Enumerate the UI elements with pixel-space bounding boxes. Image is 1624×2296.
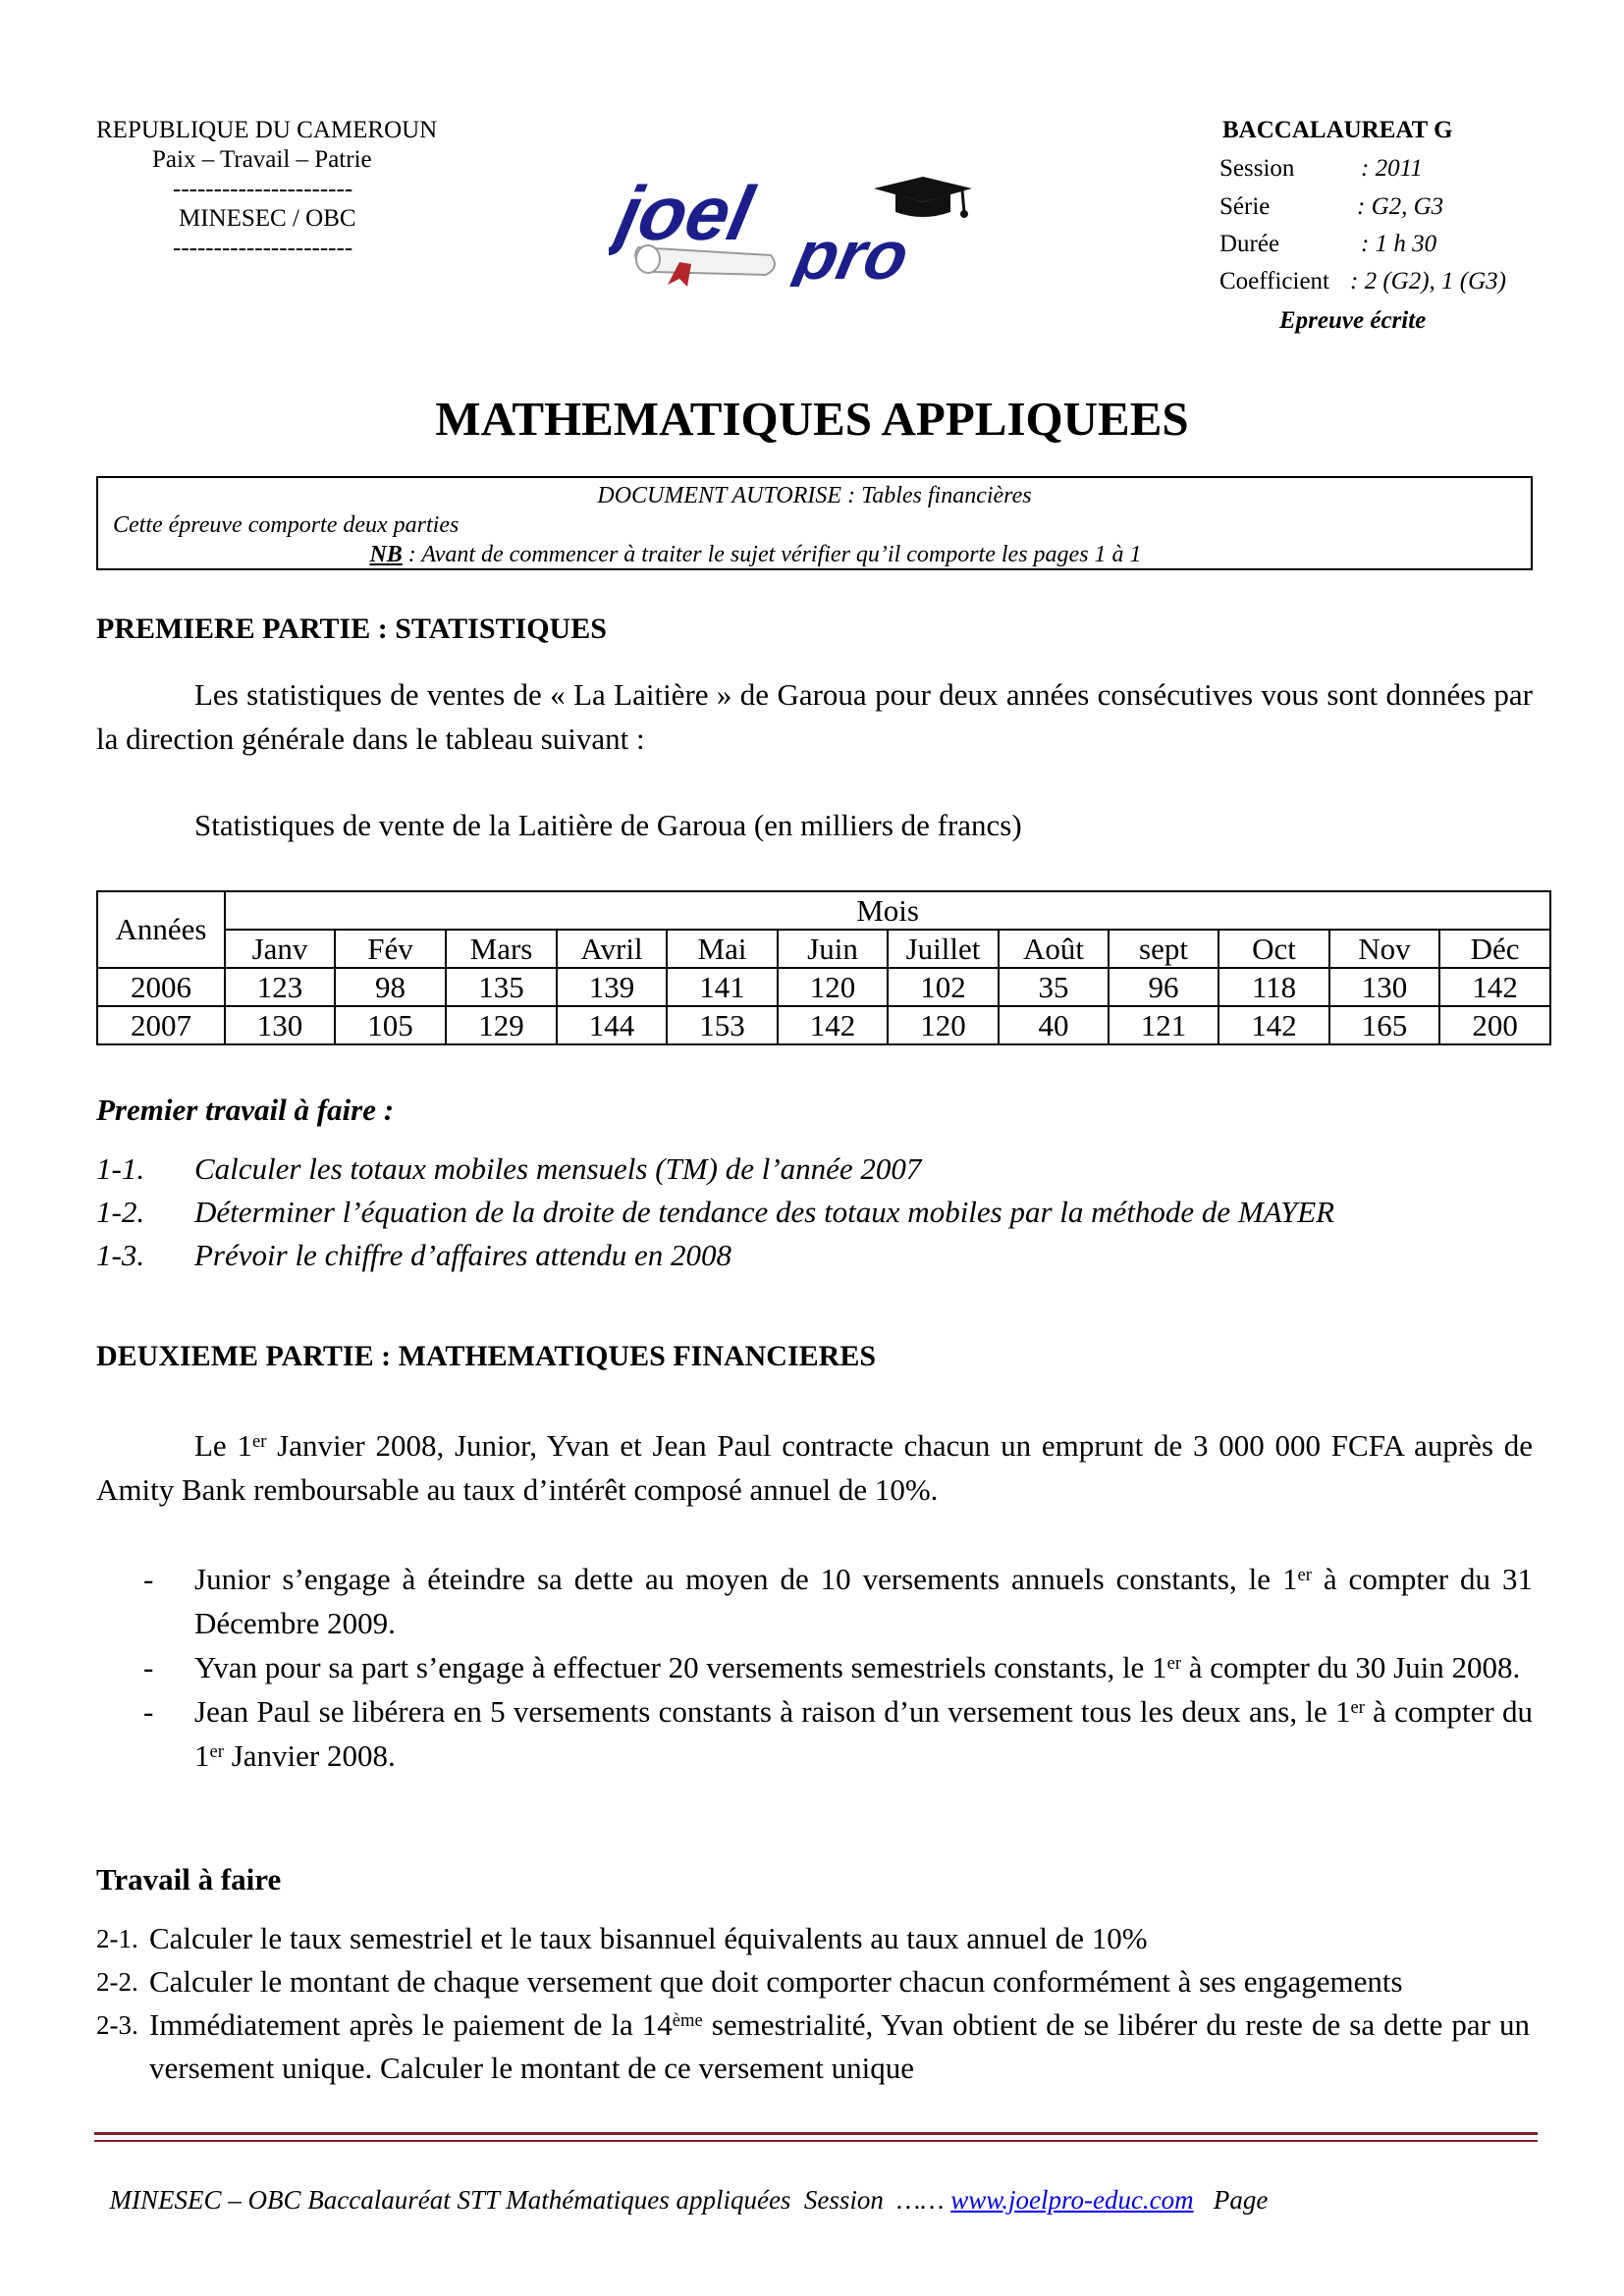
- value-cell: 130: [225, 1006, 335, 1044]
- month-cell: Mars: [446, 930, 557, 968]
- info-label: Session: [1219, 155, 1295, 182]
- bullet-text-part: à compter du 30 Juin 2008.: [1181, 1650, 1521, 1684]
- part1-intro-text: Les statistiques de ventes de « La Laitière » de Garoua pour deux années consécutives vous sont données par la direction générale dans le tableau suivant :: [96, 677, 1533, 756]
- footer-text: MINESEC – OBC Baccalauréat STT Mathématiques appliquées Session ……: [109, 2185, 951, 2215]
- bullet-text-part: Junior s’engage à éteindre sa dette au moyen de 10 versements annuels constants, le 1: [194, 1562, 1298, 1596]
- task-text-part: semestrialité, Yvan obtient de se libérer du reste de sa dette par un versement unique. Calculer le montant de ce versement unique: [149, 2007, 1531, 2085]
- task-item: [96, 1148, 1540, 1191]
- bullet-item: [96, 1689, 1533, 1778]
- info-label: Coefficient: [1219, 268, 1329, 294]
- value-cell: 40: [999, 1006, 1109, 1044]
- value-cell: 144: [557, 1006, 667, 1044]
- info-label: Durée: [1219, 231, 1280, 257]
- value-cell: 200: [1439, 1006, 1550, 1044]
- header-country: REPUBLIQUE DU CAMEROUN: [96, 117, 438, 143]
- value-cell: 121: [1109, 1006, 1218, 1044]
- value-cell: 129: [446, 1006, 557, 1044]
- part2-bullets: [96, 1557, 1533, 1778]
- part1-work-title: Premier travail à faire :: [96, 1093, 395, 1127]
- month-cell: Fév: [335, 930, 446, 968]
- month-cell: Janv: [225, 930, 335, 968]
- info-value: : 2011: [1361, 155, 1423, 182]
- info-row-serie: [1219, 192, 1506, 230]
- ordinal-suffix: ème: [672, 2009, 703, 2031]
- footer-rule: [94, 2132, 1538, 2142]
- bullet-text: [194, 1557, 1533, 1645]
- value-cell: 105: [335, 1006, 446, 1044]
- graduation-cap-diploma-logo-icon: [609, 169, 1001, 287]
- task-text-part: Calculer le taux semestriel et le taux bisannuel équivalents au taux annuel de 10%: [149, 1921, 1148, 1955]
- value-cell: 153: [667, 1006, 778, 1044]
- value-cell: 130: [1329, 968, 1439, 1006]
- month-cell: Août: [999, 930, 1109, 968]
- ordinal-suffix: er: [209, 1740, 224, 1762]
- month-cell: Juillet: [888, 930, 999, 968]
- header-ministry: MINESEC / OBC: [179, 205, 356, 232]
- bullet-dash: -: [143, 1650, 154, 1684]
- bullet-dash: -: [143, 1562, 154, 1596]
- task-item: [96, 1917, 1540, 1960]
- task-item: [96, 1234, 1540, 1277]
- part2-heading: DEUXIEME PARTIE : MATHEMATIQUES FINANCIERES: [96, 1340, 877, 1372]
- table-row-2007: [97, 1006, 1550, 1044]
- task-number: 2-3.: [96, 2010, 138, 2040]
- value-cell: 102: [888, 968, 999, 1006]
- value-cell: 142: [778, 1006, 888, 1044]
- value-cell: 96: [1109, 968, 1218, 1006]
- stats-table: [96, 890, 1551, 1045]
- info-value: : G2, G3: [1357, 193, 1444, 220]
- bullet-text-part: Jean Paul se libérera en 5 versements constants à raison d’un versement tous les deux ans, le 1: [194, 1694, 1351, 1729]
- task-item: [96, 1191, 1540, 1234]
- logo-text-top: joel: [610, 170, 760, 256]
- value-cell: 35: [999, 968, 1109, 1006]
- table-header-row: [97, 891, 1550, 930]
- task-number: 1-3.: [96, 1238, 145, 1272]
- page-title: MATHEMATIQUES APPLIQUEES: [435, 392, 1189, 446]
- info-row-coefficient: [1219, 267, 1506, 304]
- value-cell: 118: [1218, 968, 1329, 1006]
- info-value: : 2 (G2), 1 (G3): [1350, 268, 1506, 294]
- task-number: 2-1.: [96, 1924, 138, 1953]
- part2-intro: [96, 1423, 1533, 1512]
- header-motto: Paix – Travail – Patrie: [152, 146, 372, 173]
- stats-table-wrap: [96, 890, 1535, 1045]
- info-value: : 1 h 30: [1361, 231, 1437, 257]
- part1-intro: [96, 672, 1533, 761]
- month-names-row: [97, 930, 1550, 968]
- value-cell: 141: [667, 968, 778, 1006]
- notice-documents: DOCUMENT AUTORISE : Tables financières: [597, 483, 1032, 508]
- month-cell: Mai: [667, 930, 778, 968]
- part2-work-title: Travail à faire: [96, 1862, 282, 1896]
- notice-box: [96, 476, 1533, 570]
- header-divider: ----------------------: [173, 235, 353, 261]
- footer-website-link[interactable]: www.joelpro-educ.com: [950, 2185, 1194, 2215]
- bullet-text: [194, 1689, 1533, 1778]
- bullet-text-part: Yvan pour sa part s’engage à effectuer 20 versements semestriels constants, le 1: [194, 1650, 1167, 1684]
- footer: [96, 2155, 1268, 2216]
- task-text: [149, 2003, 1540, 2090]
- value-cell: 120: [778, 968, 888, 1006]
- header-divider: ----------------------: [173, 176, 353, 202]
- value-cell: 120: [888, 1006, 999, 1044]
- bullet-dash: -: [143, 1694, 154, 1729]
- ordinal-suffix: er: [1350, 1696, 1365, 1718]
- logo-text-bottom: pro: [788, 216, 916, 287]
- intro-text: Janvier 2008, Junior, Yvan et Jean Paul contracte chacun un emprunt de 3 000 000 FCFA auprès de Amity Bank remboursable au taux d’intérêt composé annuel de 10%.: [96, 1428, 1533, 1507]
- month-cell: Nov: [1329, 930, 1439, 968]
- bullet-text-part: Janvier 2008.: [223, 1738, 396, 1773]
- info-label: Série: [1219, 193, 1271, 220]
- footer-page-label: Page: [1213, 2185, 1269, 2215]
- task-item: [96, 1960, 1540, 2003]
- bullet-item: [96, 1557, 1533, 1645]
- month-cell: Avril: [557, 930, 667, 968]
- table-row-2006: [97, 968, 1550, 1006]
- task-text-part: Calculer le montant de chaque versement que doit comporter chacun conformément à ses engagements: [149, 1964, 1403, 1999]
- part1-heading: PREMIERE PARTIE : STATISTIQUES: [96, 613, 607, 645]
- header-exam-title: BACCALAUREAT G: [1222, 117, 1453, 143]
- footer-spacer: [1194, 2185, 1214, 2215]
- month-cell: sept: [1109, 930, 1218, 968]
- ordinal-suffix: er: [251, 1430, 267, 1452]
- header-left: [96, 116, 489, 263]
- task-text: [149, 1917, 1540, 1960]
- bullet-item: [96, 1645, 1533, 1689]
- part2-task-list: [96, 1917, 1540, 2090]
- months-header: Mois: [225, 891, 1550, 930]
- header-epreuve: Epreuve écrite: [1279, 307, 1427, 334]
- task-text: Calculer les totaux mobiles mensuels (TM) de l’année 2007: [194, 1151, 922, 1186]
- value-cell: 139: [557, 968, 667, 1006]
- bullet-text-part: à compter du 31 Décembre 2009.: [194, 1562, 1533, 1640]
- task-number: 1-2.: [96, 1195, 145, 1229]
- year-cell: 2007: [97, 1006, 225, 1044]
- info-row-session: [1219, 154, 1506, 192]
- joelpro-logo: [609, 169, 1001, 287]
- bullet-text-part: à compter du 1: [194, 1694, 1534, 1773]
- part1-task-list: [96, 1148, 1540, 1277]
- intro-text: Le 1: [194, 1428, 252, 1463]
- month-cell: Juin: [778, 930, 888, 968]
- task-number: 1-1.: [96, 1151, 145, 1186]
- task-text: Déterminer l’équation de la droite de tendance des totaux mobiles par la méthode de MAYER: [194, 1195, 1335, 1229]
- value-cell: 142: [1439, 968, 1550, 1006]
- year-header: Années: [97, 891, 225, 968]
- value-cell: 142: [1218, 1006, 1329, 1044]
- notice-nb-line: [98, 540, 1413, 569]
- ordinal-suffix: er: [1297, 1564, 1312, 1585]
- month-cell: Oct: [1218, 930, 1329, 968]
- value-cell: 135: [446, 968, 557, 1006]
- task-item: [96, 2003, 1540, 2090]
- info-row-duree: [1219, 230, 1506, 267]
- header-info: [1219, 154, 1506, 304]
- bullet-text: [194, 1645, 1533, 1689]
- table-caption: Statistiques de vente de la Laitière de Garoua (en milliers de francs): [194, 808, 1022, 842]
- year-cell: 2006: [97, 968, 225, 1006]
- notice-nb-text: : Avant de commencer à traiter le sujet vérifier qu’il comporte les pages 1 à 1: [402, 542, 1142, 567]
- notice-nb: NB: [369, 542, 403, 567]
- ordinal-suffix: er: [1166, 1652, 1182, 1674]
- task-number: 2-2.: [96, 1967, 138, 1997]
- value-cell: 165: [1329, 1006, 1439, 1044]
- task-text: Prévoir le chiffre d’affaires attendu en 2008: [194, 1238, 731, 1272]
- notice-parts: Cette épreuve comporte deux parties: [113, 512, 460, 538]
- task-text: [149, 1960, 1540, 2003]
- task-text-part: Immédiatement après le paiement de la 14: [149, 2007, 673, 2042]
- value-cell: 123: [225, 968, 335, 1006]
- value-cell: 98: [335, 968, 446, 1006]
- month-cell: Déc: [1439, 930, 1550, 968]
